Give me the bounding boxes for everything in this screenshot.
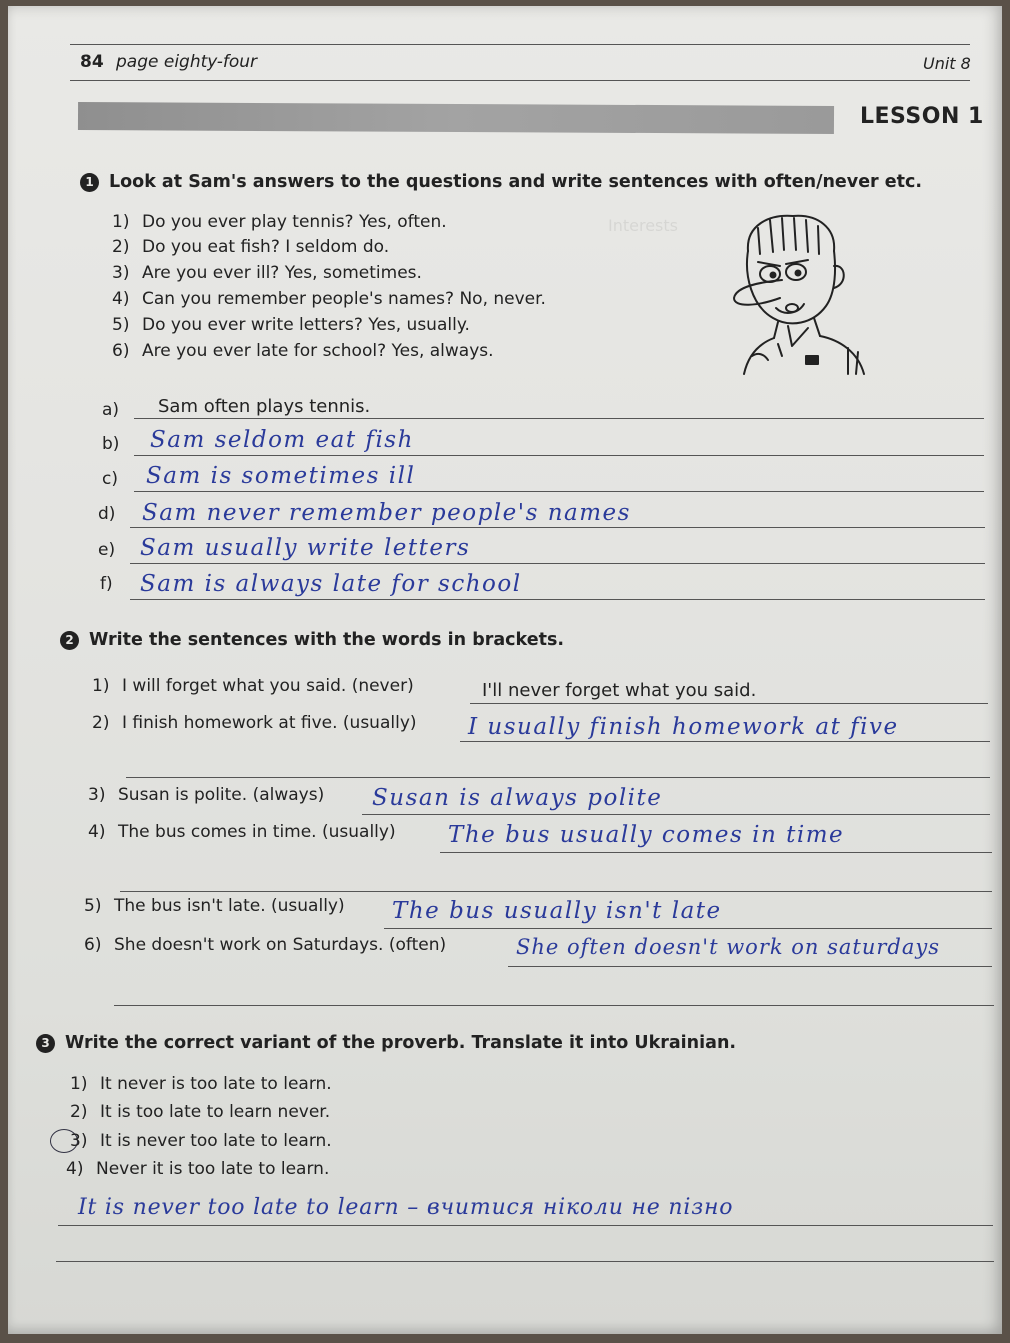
- answer-label: e): [98, 540, 116, 560]
- task2-item: 2) I finish homework at five. (usually): [92, 713, 417, 733]
- unit-label: Unit 8: [923, 54, 971, 73]
- task3-option: 4) Never it is too late to learn.: [66, 1159, 330, 1179]
- page-number: 84: [80, 52, 104, 72]
- task2-item: 1) I will forget what you said. (never): [92, 676, 414, 696]
- header-top-line: [70, 44, 970, 45]
- answer-label: b): [102, 434, 120, 454]
- task3-title-text: Write the correct variant of the proverb. Translate it into Ukrainian.: [65, 1033, 737, 1053]
- answer-line: [384, 928, 992, 929]
- show-through-text: Interests: [608, 216, 678, 235]
- answer-line: [134, 455, 984, 456]
- task3-handwritten-answer: It is never too late to learn – вчитися ніколи не пізно: [78, 1195, 734, 1220]
- answer-line: [134, 491, 984, 492]
- answer-line: [130, 599, 985, 600]
- task2-item: 5) The bus isn't late. (usually): [84, 896, 345, 916]
- task1-question: 6) Are you ever late for school? Yes, always.: [112, 341, 494, 361]
- task2-item: 6) She doesn't work on Saturdays. (often): [84, 935, 447, 955]
- answer-line: [114, 1005, 994, 1006]
- task1-title: [80, 172, 922, 192]
- answer-handwritten: Sam is sometimes ill: [146, 463, 416, 489]
- task3-title: [36, 1033, 736, 1053]
- answer-line: [56, 1261, 994, 1262]
- page-number-text: page eighty-four: [116, 52, 258, 72]
- task2-item: 3) Susan is polite. (always): [88, 785, 325, 805]
- sam-illustration: [718, 206, 878, 376]
- answer-line: [134, 418, 984, 419]
- answer-handwritten: Sam usually write letters: [140, 535, 471, 561]
- answer-label: c): [102, 469, 118, 489]
- workbook-page: [8, 6, 1002, 1334]
- task1-question: 3) Are you ever ill? Yes, sometimes.: [112, 263, 422, 283]
- task2-handwritten-answer: She often doesn't work on saturdays: [516, 935, 941, 959]
- answer-line: [470, 703, 988, 704]
- answer-printed: Sam often plays tennis.: [158, 396, 371, 417]
- task3-option: 2) It is too late to learn never.: [70, 1102, 331, 1122]
- answer-handwritten: Sam is always late for school: [140, 571, 522, 597]
- task2-printed-answer: I'll never forget what you said.: [482, 680, 757, 701]
- task3-option: 1) It never is too late to learn.: [70, 1074, 332, 1094]
- lesson-bar: [78, 102, 834, 134]
- task1-question: 2) Do you eat fish? I seldom do.: [112, 237, 390, 257]
- answer-label: f): [100, 574, 113, 594]
- task3-number: 3: [36, 1034, 55, 1053]
- answer-label: a): [102, 400, 120, 420]
- task2-item: 4) The bus comes in time. (usually): [88, 822, 396, 842]
- answer-line: [440, 852, 992, 853]
- task2-number: 2: [60, 631, 79, 650]
- task1-question: 5) Do you ever write letters? Yes, usually.: [112, 315, 470, 335]
- answer-line: [130, 563, 985, 564]
- task1-question: 4) Can you remember people's names? No, never.: [112, 289, 546, 309]
- task2-handwritten-answer: The bus usually isn't late: [392, 898, 722, 924]
- answer-line: [362, 814, 990, 815]
- lesson-title: LESSON 1: [860, 104, 984, 129]
- answer-label: d): [98, 504, 116, 524]
- answer-line: [58, 1225, 993, 1226]
- task2-title-text: Write the sentences with the words in brackets.: [89, 630, 565, 650]
- header-bottom-line: [70, 80, 970, 81]
- task2-handwritten-answer: The bus usually comes in time: [448, 822, 845, 848]
- answer-handwritten: Sam never remember people's names: [142, 500, 631, 526]
- task2-title: [60, 630, 564, 650]
- answer-line: [120, 891, 992, 892]
- task3-option: 3) It is never too late to learn.: [70, 1131, 332, 1151]
- answer-line: [460, 741, 990, 742]
- answer-handwritten: Sam seldom eat fish: [150, 427, 414, 453]
- task2-handwritten-answer: I usually finish homework at five: [468, 714, 899, 740]
- task1-question: 1) Do you ever play tennis? Yes, often.: [112, 212, 447, 232]
- answer-line: [126, 777, 990, 778]
- answer-line: [130, 527, 985, 528]
- task1-title-text: Look at Sam's answers to the questions and write sentences with often/never etc.: [109, 172, 923, 192]
- task2-handwritten-answer: Susan is always polite: [372, 785, 663, 811]
- answer-line: [508, 966, 992, 967]
- task1-number: 1: [80, 173, 99, 192]
